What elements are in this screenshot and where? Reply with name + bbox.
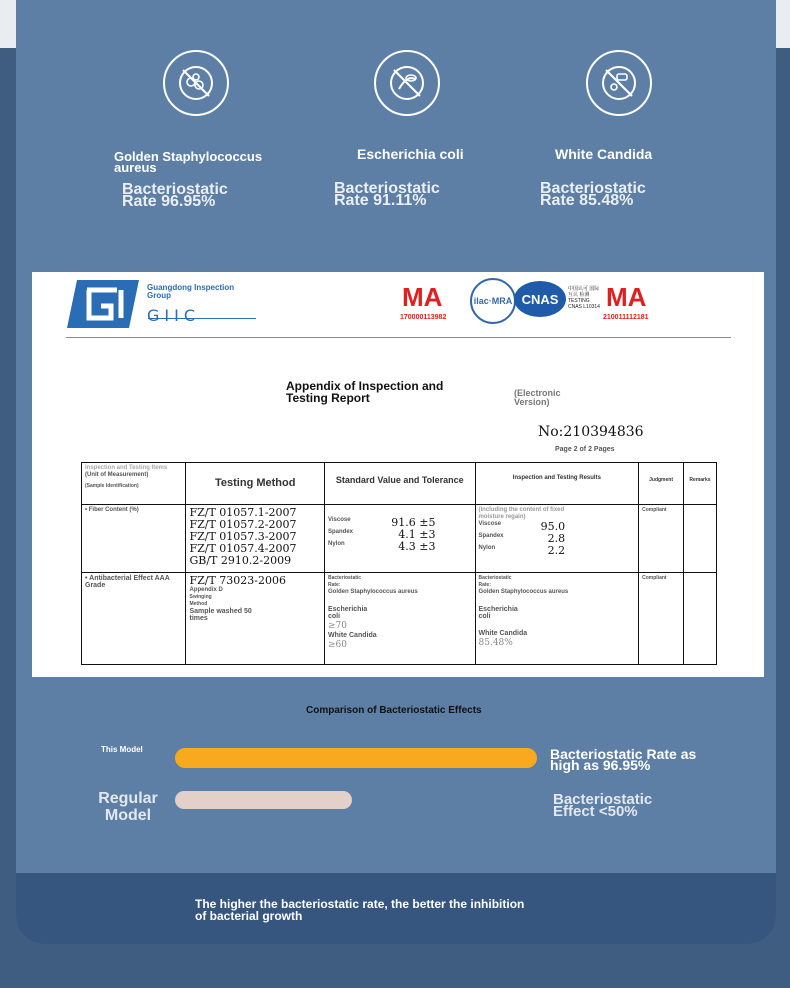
std-label: Bacteriostatic Rate:	[328, 575, 362, 588]
header-standard: Standard Value and Tolerance	[325, 463, 476, 505]
std-value: 4.1 ±3	[398, 528, 436, 541]
row2-results	[475, 573, 639, 665]
std-line: Escherichia coli	[328, 606, 368, 620]
std-label: Nylon	[328, 541, 345, 547]
row1-judgment	[639, 505, 684, 573]
method-note: Sample washed 50 times	[189, 608, 252, 622]
cnas-label: 中国认可 国际互认 检测 TESTING CNAS L10314	[568, 286, 600, 310]
ma-logo-right: MA	[606, 282, 647, 312]
std-value: ≥70	[328, 621, 347, 631]
header-results: Inspection and Testing Results	[475, 463, 639, 505]
this-model-bar	[175, 748, 537, 768]
header-judgment: Judgment	[639, 463, 684, 505]
method-line: FZ/T 01057.1-2007	[189, 506, 297, 519]
giic-logo	[67, 280, 139, 333]
result-note: (Including the content of fixed moisture regain)	[478, 507, 565, 520]
method-note: Swinging Method	[189, 594, 212, 607]
result-label: Spandex	[478, 533, 504, 539]
row1-method	[186, 505, 325, 573]
bacteria-card-ecoli	[342, 48, 472, 116]
row1-standard	[325, 505, 476, 573]
escherichia-icon	[374, 50, 440, 116]
bacteria-name-staph: Golden Staphylococcus aureus	[114, 149, 263, 175]
test-report	[32, 272, 764, 677]
bacteria-rate-ecoli: Bacteriostatic Rate 91.11%	[334, 180, 440, 209]
method-line: FZ/T 01057.3-2007	[189, 530, 297, 543]
row1-item-label: • Fiber Content (%)	[85, 507, 139, 513]
result-label: Nylon	[478, 545, 496, 551]
row2-method	[186, 573, 325, 665]
std-label: Spandex	[328, 529, 354, 535]
bacteria-card-staph	[131, 48, 261, 116]
method-line: FZ/T 01057.2-2007	[189, 518, 297, 531]
method-line: FZ/T 01057.4-2007	[189, 542, 297, 555]
ma-right-number: 210011112181	[603, 314, 649, 321]
cnas-logo: CNAS	[514, 281, 566, 317]
row2-judgment-label: Compliant	[642, 575, 667, 581]
bacteria-name-ecoli: Escherichia coli	[357, 146, 464, 162]
bacteria-rate-staph: Bacteriostatic Rate 96.95%	[122, 181, 228, 210]
ilac-logo: ilac·MRA	[470, 278, 516, 324]
bacteria-card-candida	[554, 48, 684, 116]
row2-standard	[325, 573, 476, 665]
report-page: Page 2 of 2 Pages	[555, 446, 615, 453]
std-label: Viscose	[328, 517, 351, 523]
result-value: 85.48%	[478, 638, 513, 648]
result-line: White Candida	[478, 630, 528, 637]
regular-model-rate: Bacteriostatic Effect <50%	[553, 791, 653, 820]
org-underline	[148, 318, 256, 319]
result-label: Viscose	[478, 521, 502, 527]
method-line: FZ/T 73023-2006	[189, 574, 287, 587]
row1-judgment-label: Compliant	[642, 507, 667, 513]
std-line: Golden Staphylococcus aureus	[328, 589, 418, 595]
result-label: Bacteriostatic Rate:	[478, 575, 512, 588]
staphylococcus-icon	[163, 50, 229, 116]
std-line: White Candida	[328, 632, 377, 639]
row2-item	[82, 573, 186, 665]
method-line: GB/T 2910.2-2009	[189, 554, 292, 567]
std-value: 91.6 ±5	[391, 516, 436, 529]
result-value: 95.0	[540, 520, 566, 533]
header-sample-label: (Sample Identification)	[85, 483, 139, 489]
result-line: Golden Staphylococcus aureus	[478, 589, 569, 595]
this-model-rate: Bacteriostatic Rate as high as 96.95%	[550, 746, 697, 773]
ma-left-number: 170000113982	[400, 314, 447, 321]
header-item	[82, 463, 186, 505]
bacteria-name-candida: White Candida	[555, 146, 653, 162]
org-abbr: GIIC	[147, 306, 201, 325]
row1-remarks	[684, 505, 717, 573]
regular-model-label: Regular Model	[98, 790, 158, 824]
row2-judgment	[639, 573, 684, 665]
method-note: Appendix D	[189, 587, 223, 593]
header-item-label: Inspection and Testing Items	[85, 465, 168, 471]
bacteria-rate-candida: Bacteriostatic Rate 85.48%	[540, 180, 646, 209]
header-divider	[66, 337, 731, 338]
row2-item-label: • Antibacterial Effect AAA Grade	[85, 575, 170, 589]
row2-remarks	[684, 573, 717, 665]
result-value: 2.8	[547, 532, 566, 545]
report-subtitle: (Electronic Version)	[514, 388, 561, 407]
org-name: Guangdong Inspection Group	[147, 283, 235, 300]
report-number: No:210394836	[538, 424, 644, 440]
std-value: 4.3 ±3	[398, 540, 436, 553]
candida-icon	[586, 50, 652, 116]
std-value: ≥60	[328, 640, 347, 650]
header-unit-label: (Unit of Measurement)	[85, 472, 149, 478]
regular-model-bar	[175, 791, 352, 809]
comparison-title: Comparison of Bacteriostatic Effects	[306, 705, 482, 716]
report-title: Appendix of Inspection and Testing Report	[286, 379, 444, 405]
row1-results	[475, 505, 639, 573]
row1-item	[82, 505, 186, 573]
this-model-label: This Model	[101, 745, 143, 754]
header-remarks: Remarks	[684, 463, 717, 505]
result-value: 2.2	[547, 544, 566, 557]
header-method: Testing Method	[186, 463, 325, 505]
footer-text: The higher the bacteriostatic rate, the better the inhibition of bacterial growth	[195, 897, 525, 923]
report-table	[81, 462, 717, 665]
ma-logo-left: MA	[402, 282, 443, 312]
result-line: Escherichia coli	[478, 606, 518, 620]
